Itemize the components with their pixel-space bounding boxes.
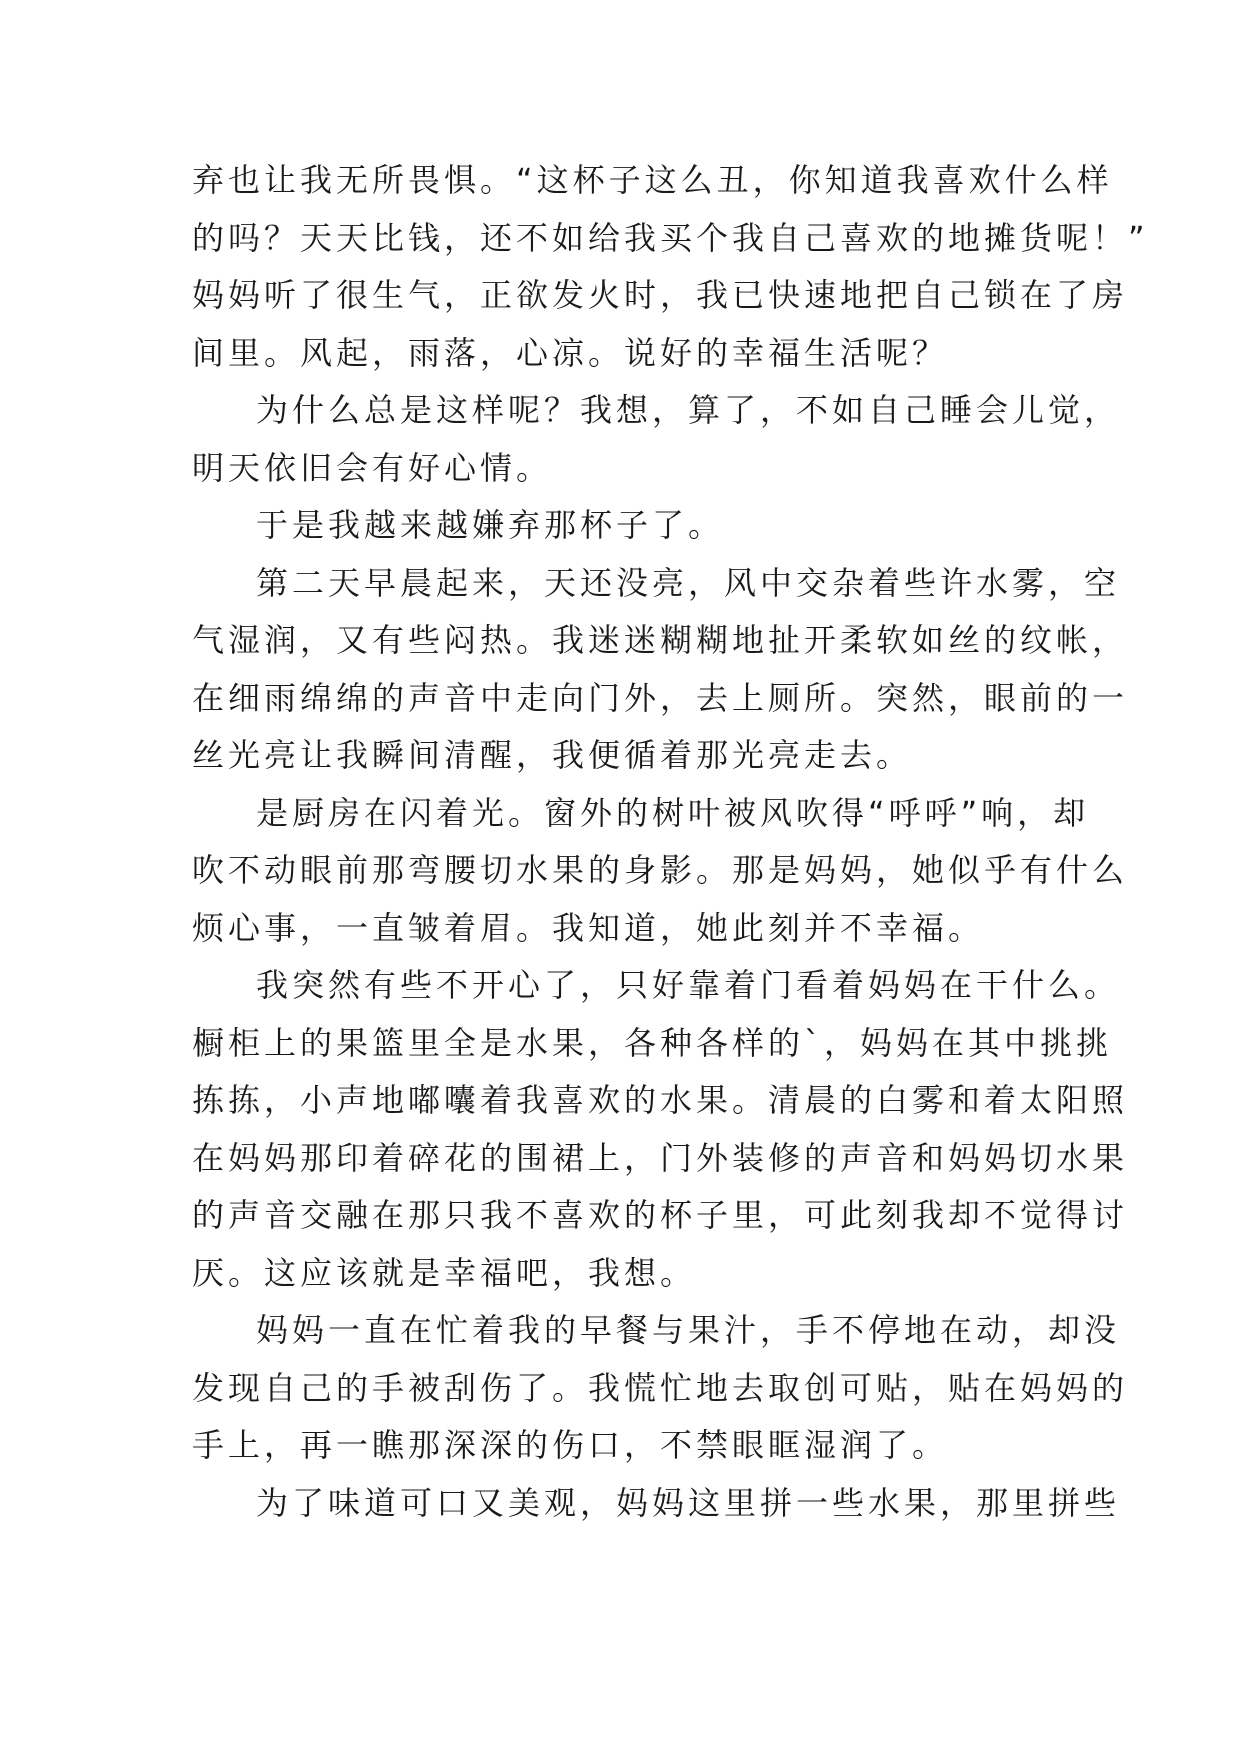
text-line: 在妈妈那印着碎花的围裙上，门外装修的声音和妈妈切水果 bbox=[192, 1138, 1129, 1177]
paragraph-start-line: 妈妈一直在忙着我的早餐与果汁，手不停地在动，却没 bbox=[256, 1311, 1121, 1349]
paragraph-start-line: 为了味道可口又美观，妈妈这里拼一些水果，那里拼些 bbox=[256, 1483, 1121, 1522]
text-line: 弃也让我无所畏惧。“这杯子这么丑，你知道我喜欢什么样 bbox=[192, 161, 1113, 199]
paragraph-start-line: 第二天早晨起来，天还没亮，风中交杂着些许水雾，空 bbox=[256, 563, 1121, 602]
text-line: 手上，再一瞧那深深的伤口，不禁眼眶湿润了。 bbox=[192, 1426, 949, 1464]
text-line: 的吗？天天比钱，还不如给我买个我自己喜欢的地摊货呢！” bbox=[192, 218, 1149, 257]
text-line: 烦心事，一直皱着眉。我知道，她此刻并不幸福。 bbox=[192, 908, 985, 947]
text-line: 明天依旧会有好心情。 bbox=[192, 448, 553, 487]
paragraph-start-line: 是厨房在闪着光。窗外的树叶被风吹得“呼呼”响，却 bbox=[256, 793, 1090, 832]
text-line: 间里。风起，雨落，心凉。说好的幸福生活呢？ bbox=[192, 333, 949, 372]
paragraph-start-line: 于是我越来越嫌弃那杯子了。 bbox=[256, 506, 725, 544]
paragraph-start-line: 我突然有些不开心了，只好靠着门看着妈妈在干什么。 bbox=[256, 966, 1121, 1004]
paragraph-start-line: 为什么总是这样呢？我想，算了，不如自己睡会儿觉， bbox=[256, 391, 1121, 429]
text-line: 发现自己的手被刮伤了。我慌忙地去取创可贴，贴在妈妈的 bbox=[192, 1368, 1129, 1407]
text-line: 在细雨绵绵的声音中走向门外，去上厕所。突然，眼前的一 bbox=[192, 678, 1129, 717]
text-line: 吹不动眼前那弯腰切水果的身影。那是妈妈，她似乎有什么 bbox=[192, 851, 1129, 889]
text-line: 丝光亮让我瞬间清醒，我便循着那光亮走去。 bbox=[192, 736, 913, 774]
text-line: 拣拣，小声地嘟囔着我喜欢的水果。清晨的白雾和着太阳照 bbox=[192, 1081, 1129, 1119]
text-line: 厌。这应该就是幸福吧，我想。 bbox=[192, 1253, 697, 1292]
text-line: 妈妈听了很生气，正欲发火时，我已快速地把自己锁在了房 bbox=[192, 276, 1129, 314]
text-line: 橱柜上的果篮里全是水果，各种各样的`，妈妈在其中挑挑 bbox=[192, 1023, 1113, 1062]
text-line: 的声音交融在那只我不喜欢的杯子里，可此刻我却不觉得讨 bbox=[192, 1196, 1129, 1234]
text-line: 气湿润，又有些闷热。我迷迷糊糊地扯开柔软如丝的纹帐， bbox=[192, 621, 1129, 659]
document-page bbox=[192, 152, 1149, 1532]
